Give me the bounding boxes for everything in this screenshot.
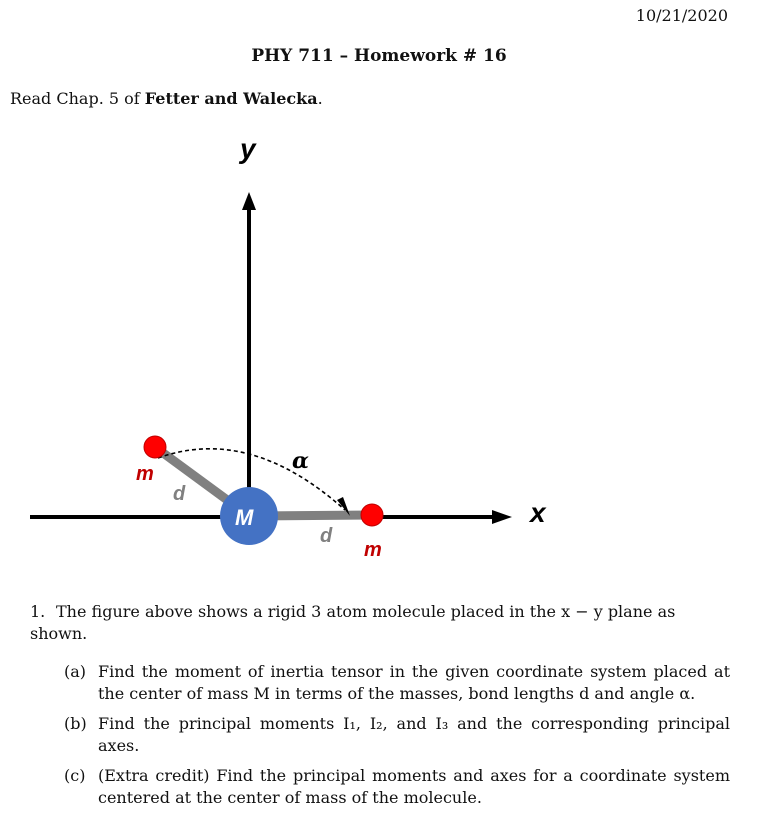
book-title: Fetter and Walecka [144,89,318,108]
part-text-a: Find the moment of inertia tensor in the given coordinate system placed at the center of mass M in terms of the masses, bond lengths d and angle α. [98,662,730,703]
mass-label-right: m [364,539,382,561]
problem-parts [30,661,730,809]
part-text-b: Find the principal moments I₁, I₂, and I₃ and the corresponding principal axes. [98,714,730,755]
bond-label-right: d [320,525,333,547]
part-text-c: (Extra credit) Find the principal moments and axes for a coordinate system centered at the center of mass of the molecule. [98,766,730,807]
y-axis-label: y [240,133,256,164]
angle-label: α [292,448,309,474]
reading-suffix: . [317,89,323,108]
part-label-b: (b) [64,714,87,733]
mass-label-left: m [136,463,154,485]
problem-text: The figure above shows a rigid 3 atom molecule placed in the x − y plane as shown. [30,602,676,643]
problem-part-c [30,765,730,809]
center-mass-label: M [235,505,254,530]
page-title: PHY 711 – Homework # 16 [251,46,507,66]
problem-statement [30,601,730,645]
part-label-a: (a) [64,662,87,681]
bond-label-left: d [173,483,186,505]
y-axis-arrowhead [242,192,256,210]
problem-1 [30,601,730,817]
x-axis-arrowhead [492,510,512,524]
mass-right [361,504,383,526]
molecule-figure [0,120,758,570]
date: 10/21/2020 [635,6,728,25]
x-axis-label: x [530,497,546,528]
mass-left [144,436,166,458]
reading-prefix: Read Chap. 5 of [10,89,145,108]
problem-part-b [30,713,730,757]
problem-number: 1. [30,602,46,621]
reading-assignment [10,89,323,108]
part-label-c: (c) [64,766,86,785]
problem-part-a [30,661,730,705]
